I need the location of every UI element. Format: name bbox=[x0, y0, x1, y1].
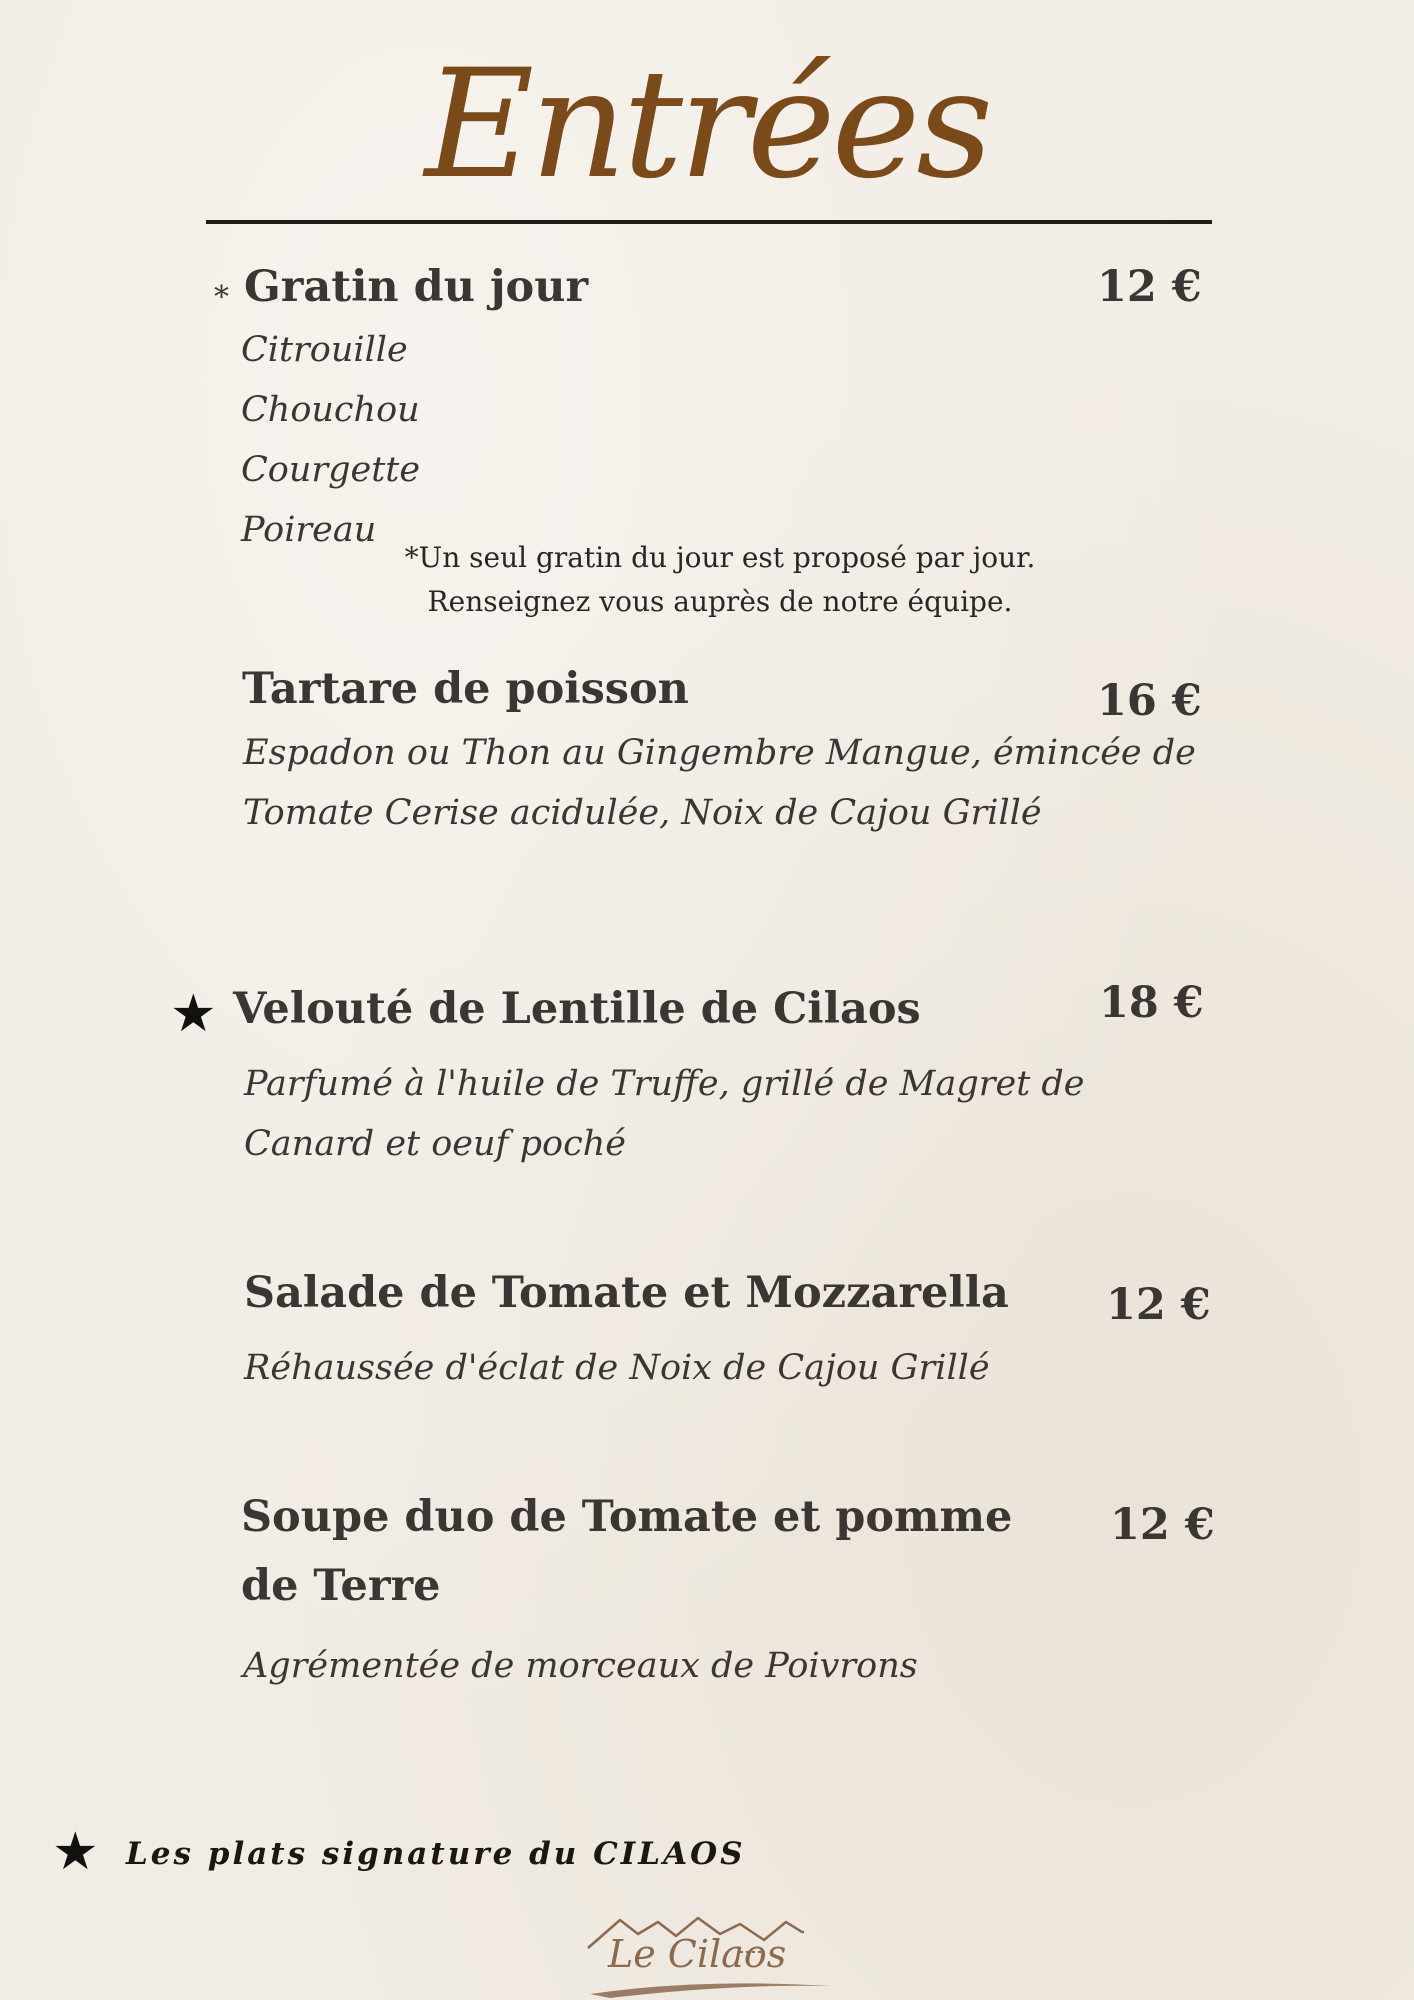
logo-text: Le Cilaos bbox=[608, 1932, 787, 1976]
dish-price: 16 € bbox=[1097, 676, 1202, 726]
dish-name: Tartare de poisson bbox=[242, 664, 689, 714]
dish-description-line: Courgette bbox=[241, 450, 421, 490]
page-title: Entrées bbox=[424, 38, 990, 212]
dish-description-line: Réhaussée d'éclat de Noix de Cajou Grillé bbox=[244, 1348, 990, 1388]
dish-name: Salade de Tomate et Mozzarella bbox=[244, 1268, 1009, 1318]
dish-description-line: Agrémentée de morceaux de Poivrons bbox=[243, 1646, 918, 1686]
dish-description-line: Chouchou bbox=[241, 390, 420, 430]
signature-star-icon: ★ bbox=[52, 1822, 99, 1882]
dish-name: de Terre bbox=[241, 1561, 441, 1611]
title-divider bbox=[206, 220, 1212, 224]
dish-name: Gratin du jour bbox=[244, 262, 589, 312]
dish-description-line: Espadon ou Thon au Gingembre Mangue, émincée de bbox=[243, 733, 1196, 773]
dish-description-line: Parfumé à l'huile de Truffe, grillé de Magret de bbox=[244, 1064, 1085, 1104]
dish-description-line: Citrouille bbox=[241, 330, 408, 370]
dish-price: 12 € bbox=[1106, 1280, 1211, 1330]
dish-name: Soupe duo de Tomate et pomme bbox=[241, 1492, 1013, 1542]
dish-description-line: Poireau bbox=[241, 510, 377, 550]
dish-name: Velouté de Lentille de Cilaos bbox=[233, 984, 921, 1034]
dish-price: 18 € bbox=[1099, 978, 1204, 1028]
gratin-note bbox=[390, 536, 1050, 624]
dish-price: 12 € bbox=[1097, 262, 1202, 312]
dish-price: 12 € bbox=[1110, 1500, 1215, 1550]
note-line: *Un seul gratin du jour est proposé par jour. bbox=[404, 541, 1036, 574]
note-line: Renseignez vous auprès de notre équipe. bbox=[427, 585, 1013, 618]
asterisk-marker: * bbox=[214, 280, 229, 315]
dish-description-line: Canard et oeuf poché bbox=[244, 1124, 626, 1164]
signature-star-icon: ★ bbox=[170, 984, 217, 1044]
legend-text: Les plats signature du CILAOS bbox=[126, 1836, 746, 1872]
dish-description-line: Tomate Cerise acidulée, Noix de Cajou Grillé bbox=[243, 793, 1042, 833]
restaurant-logo bbox=[580, 1908, 840, 2000]
